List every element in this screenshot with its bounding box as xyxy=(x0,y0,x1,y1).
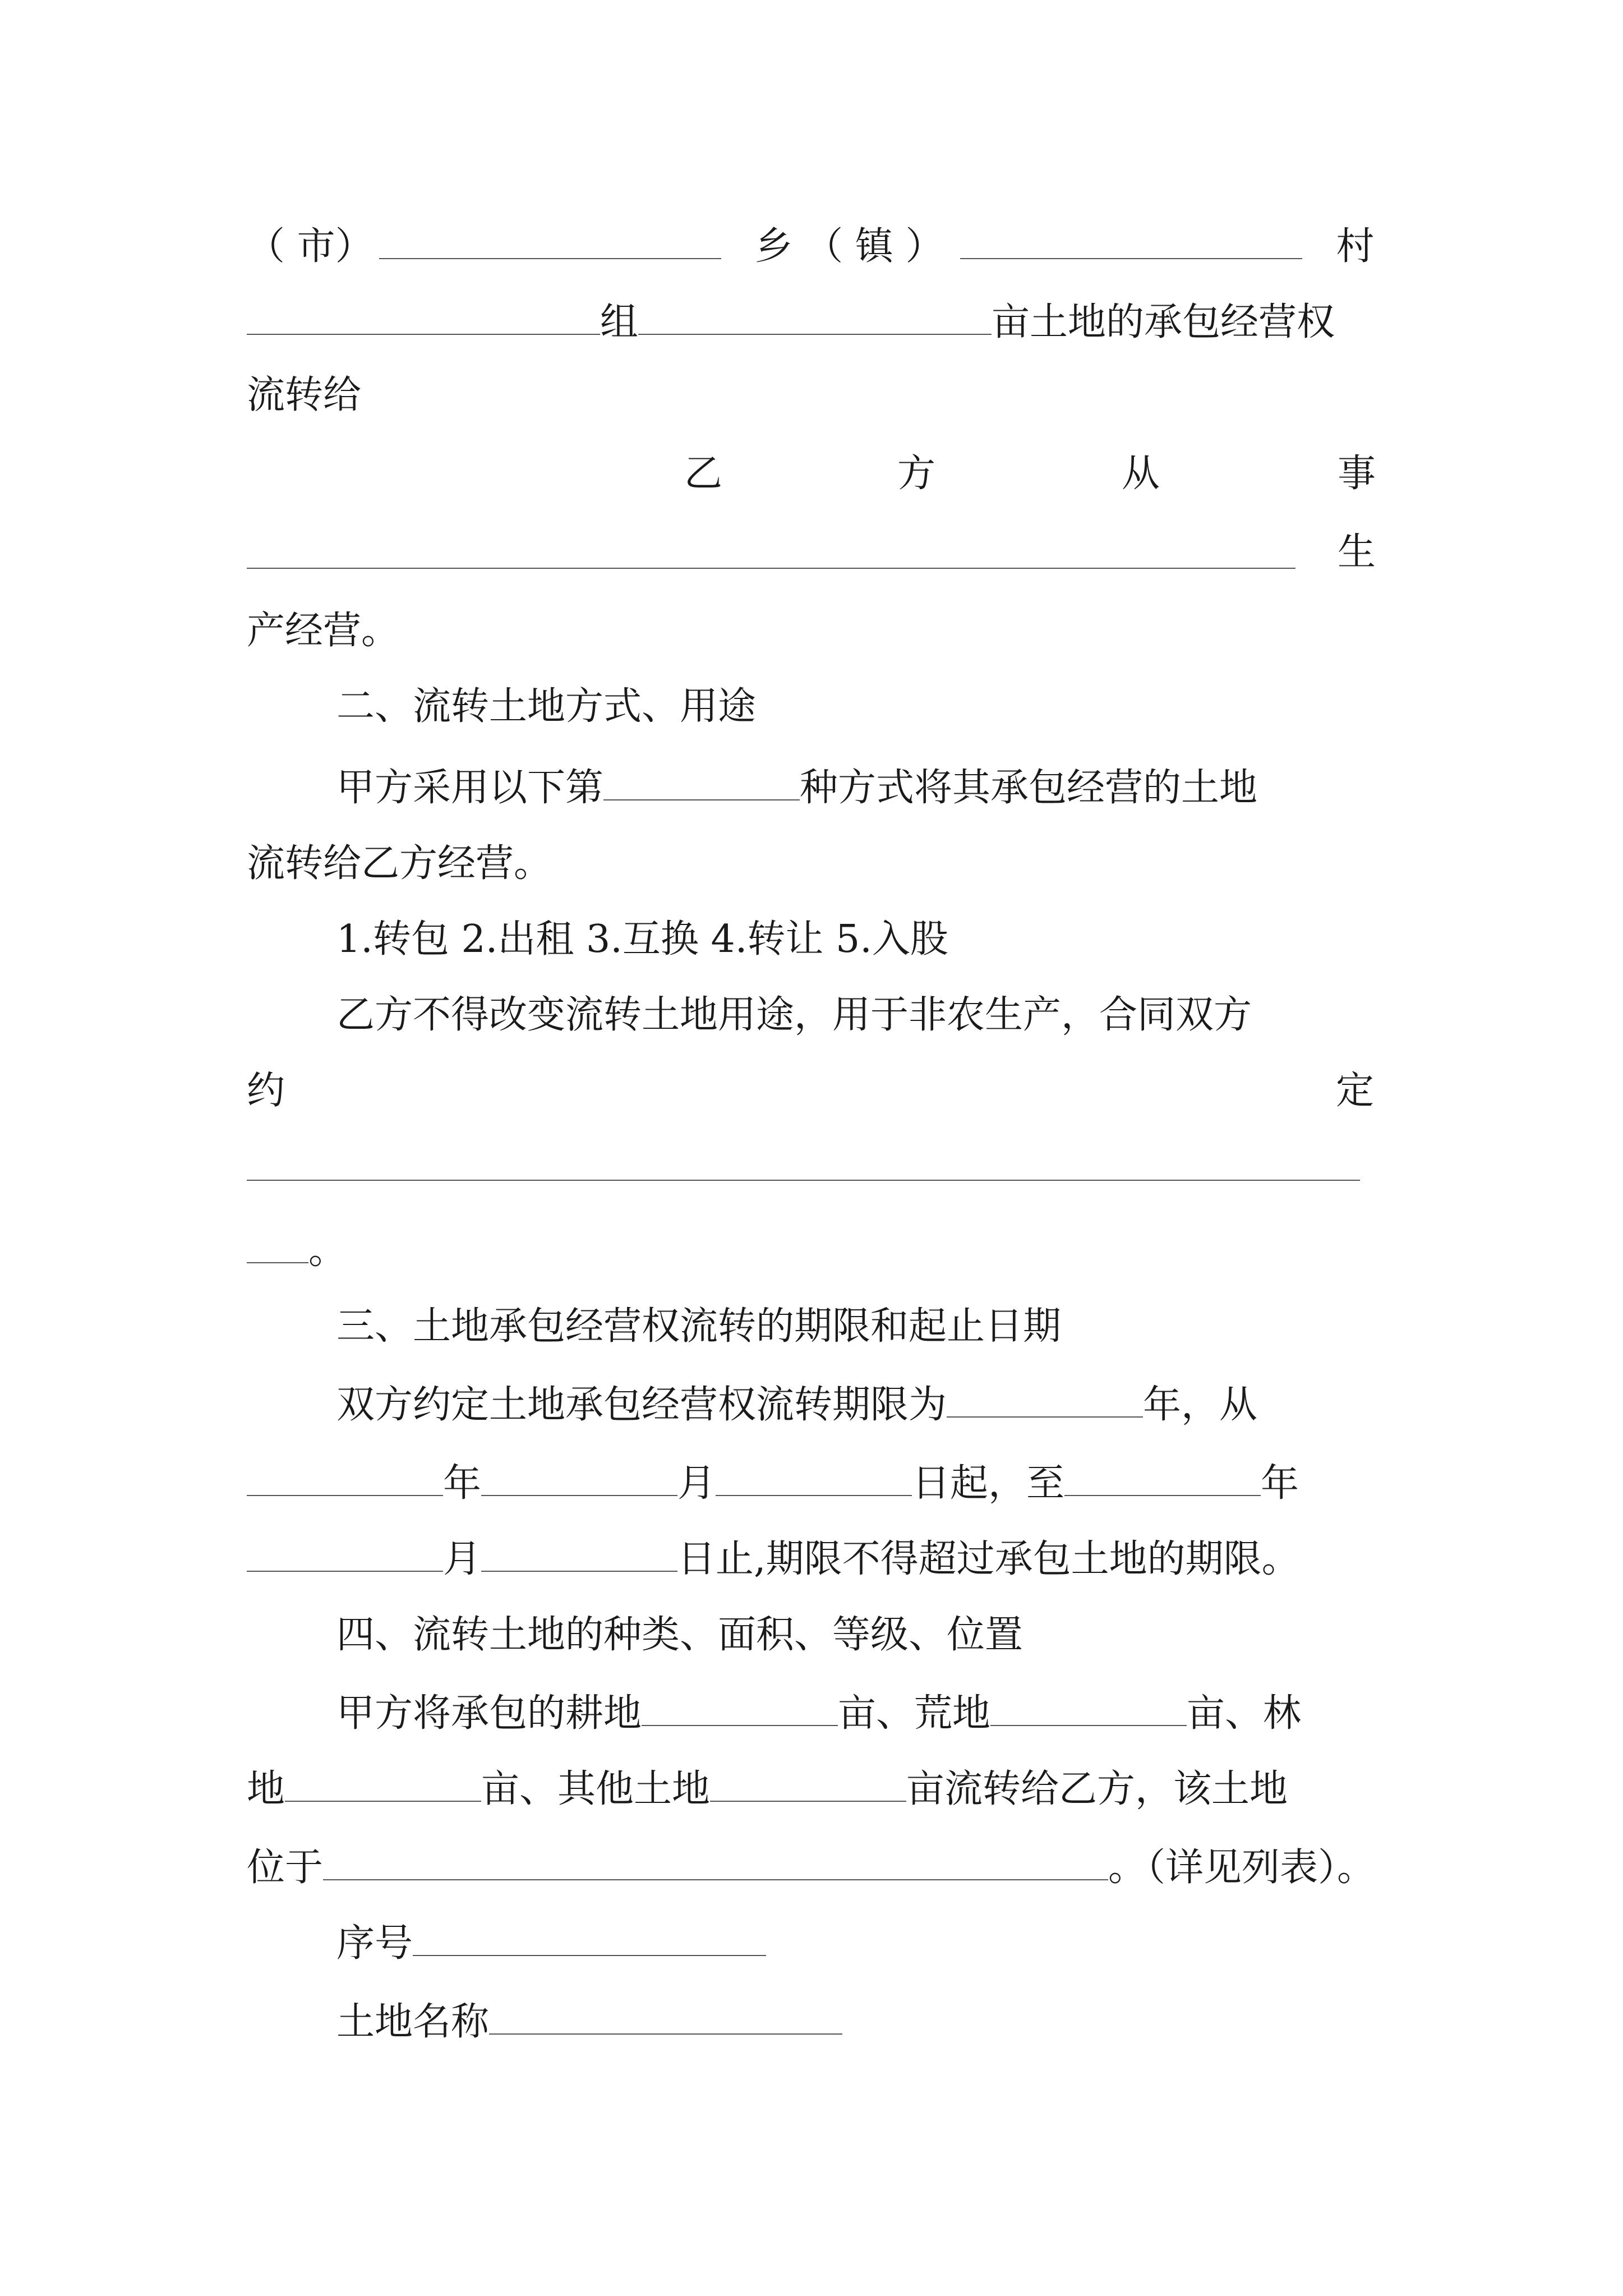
section-3-title-text: 三、土地承包经营权流转的期限和起止日期 xyxy=(336,1304,1062,1349)
blank-end-day[interactable] xyxy=(481,1526,677,1572)
text-sheng: 生 xyxy=(1338,530,1376,574)
section-4-title xyxy=(247,1604,1464,1666)
text-transfer-location: 亩流转给乙方，该土地 xyxy=(906,1767,1288,1811)
text-month-1: 月 xyxy=(677,1461,716,1506)
text-shi: 事 xyxy=(1338,452,1376,496)
text-farmland: 甲方将承包的耕地 xyxy=(336,1691,642,1736)
text-line-4 xyxy=(247,443,1374,505)
text-year-2: 年 xyxy=(1261,1461,1299,1506)
text-line-1 xyxy=(247,213,1374,275)
blank-land-name[interactable] xyxy=(489,1989,842,2035)
text-line-24 xyxy=(247,1989,1464,2050)
blank-wasteland-area[interactable] xyxy=(990,1680,1187,1726)
text-group: 组 xyxy=(600,300,639,344)
blank-location[interactable] xyxy=(323,1834,1108,1880)
text-acre-right: 亩土地的承包经营权 xyxy=(992,300,1335,344)
blank-forest-area[interactable] xyxy=(285,1756,481,1802)
text-line-18 xyxy=(247,1526,1374,1588)
blank-city[interactable] xyxy=(379,213,721,259)
blank-agreement-end[interactable] xyxy=(247,1217,308,1263)
blank-end-year[interactable] xyxy=(1064,1450,1261,1496)
text-line-23 xyxy=(247,1910,1464,1972)
text-fang: 方 xyxy=(897,452,936,496)
text-township: 乡 （ 镇 ） xyxy=(754,224,944,269)
text-period: 。 xyxy=(308,1228,347,1273)
text-line-9 xyxy=(247,833,1374,895)
text-month-2: 月 xyxy=(443,1537,482,1581)
blank-serial-no[interactable] xyxy=(413,1910,766,1956)
text-methods-list: 1.转包 2.出租 3.互换 4.转让 5.入股 xyxy=(336,917,948,961)
text-term-prefix: 双方约定土地承包经营权流转期限为 xyxy=(336,1383,947,1427)
blank-start-year[interactable] xyxy=(247,1450,443,1496)
text-line-17 xyxy=(247,1450,1374,1512)
text-production: 产经营。 xyxy=(247,609,400,653)
text-method-suffix: 种方式将其承包经营的土地 xyxy=(800,766,1258,810)
text-other-land: 亩、其他土地 xyxy=(481,1767,711,1811)
text-forest-prefix: 亩、林 xyxy=(1187,1691,1302,1736)
section-2-title xyxy=(247,676,1464,738)
text-transfer-to: 流转给 xyxy=(247,373,362,417)
text-line-11 xyxy=(247,984,1464,1046)
text-day-end: 日止,期限不得超过承包土地的期限。 xyxy=(677,1537,1300,1581)
text-located-at: 位于 xyxy=(247,1846,324,1890)
text-line-5 xyxy=(247,522,1374,583)
text-line-21 xyxy=(247,1756,1374,1818)
blank-end-month[interactable] xyxy=(247,1526,443,1572)
text-term-suffix: 年，从 xyxy=(1143,1383,1258,1427)
text-line-14 xyxy=(247,1217,1374,1279)
text-yue: 约 xyxy=(247,1069,285,1113)
text-wasteland: 亩、荒地 xyxy=(838,1691,991,1736)
text-yi: 乙 xyxy=(684,452,723,496)
text-serial-no: 序号 xyxy=(336,1921,413,1966)
text-line-2 xyxy=(247,289,1374,351)
text-forest-suffix: 地 xyxy=(247,1767,285,1811)
text-no-change-use: 乙方不得改变流转土地用途，用于非农生产，合同双方 xyxy=(336,993,1252,1037)
blank-village[interactable] xyxy=(247,289,600,335)
text-line-12 xyxy=(247,1060,1374,1122)
text-line-10 xyxy=(247,909,1464,970)
text-method-prefix: 甲方采用以下第 xyxy=(336,766,604,810)
text-see-table: 。（详见列表）。 xyxy=(1108,1846,1376,1890)
text-line-16 xyxy=(247,1372,1464,1433)
blank-method[interactable] xyxy=(603,754,800,800)
blank-start-month[interactable] xyxy=(481,1450,677,1496)
blank-farmland-area[interactable] xyxy=(642,1680,838,1726)
text-line-6 xyxy=(247,600,1374,662)
section-3-title xyxy=(247,1296,1464,1358)
text-line-8 xyxy=(247,754,1464,816)
blank-area[interactable] xyxy=(638,289,992,335)
text-land-name: 土地名称 xyxy=(336,2000,490,2044)
blank-township[interactable] xyxy=(960,213,1302,259)
text-cong: 从 xyxy=(1122,452,1160,496)
blank-other-area[interactable] xyxy=(710,1756,906,1802)
blank-term-years[interactable] xyxy=(947,1372,1143,1418)
text-village: 村 xyxy=(1336,224,1375,269)
text-transfer-yi: 流转给乙方经营。 xyxy=(247,841,552,886)
text-day-start: 日起，至 xyxy=(912,1461,1065,1506)
text-line-22 xyxy=(247,1834,1374,1896)
section-4-title-text: 四、流转土地的种类、面积、等级、位置 xyxy=(336,1613,1023,1657)
text-line-3 xyxy=(247,365,1374,426)
text-line-20 xyxy=(247,1680,1464,1742)
blank-agreement[interactable] xyxy=(247,1180,1360,1181)
text-year-1: 年 xyxy=(443,1461,482,1506)
text-ding: 定 xyxy=(1335,1069,1374,1113)
blank-start-day[interactable] xyxy=(716,1450,912,1496)
text-city: （ 市） xyxy=(247,224,374,269)
section-2-title-text: 二、流转土地方式、用途 xyxy=(336,684,757,729)
